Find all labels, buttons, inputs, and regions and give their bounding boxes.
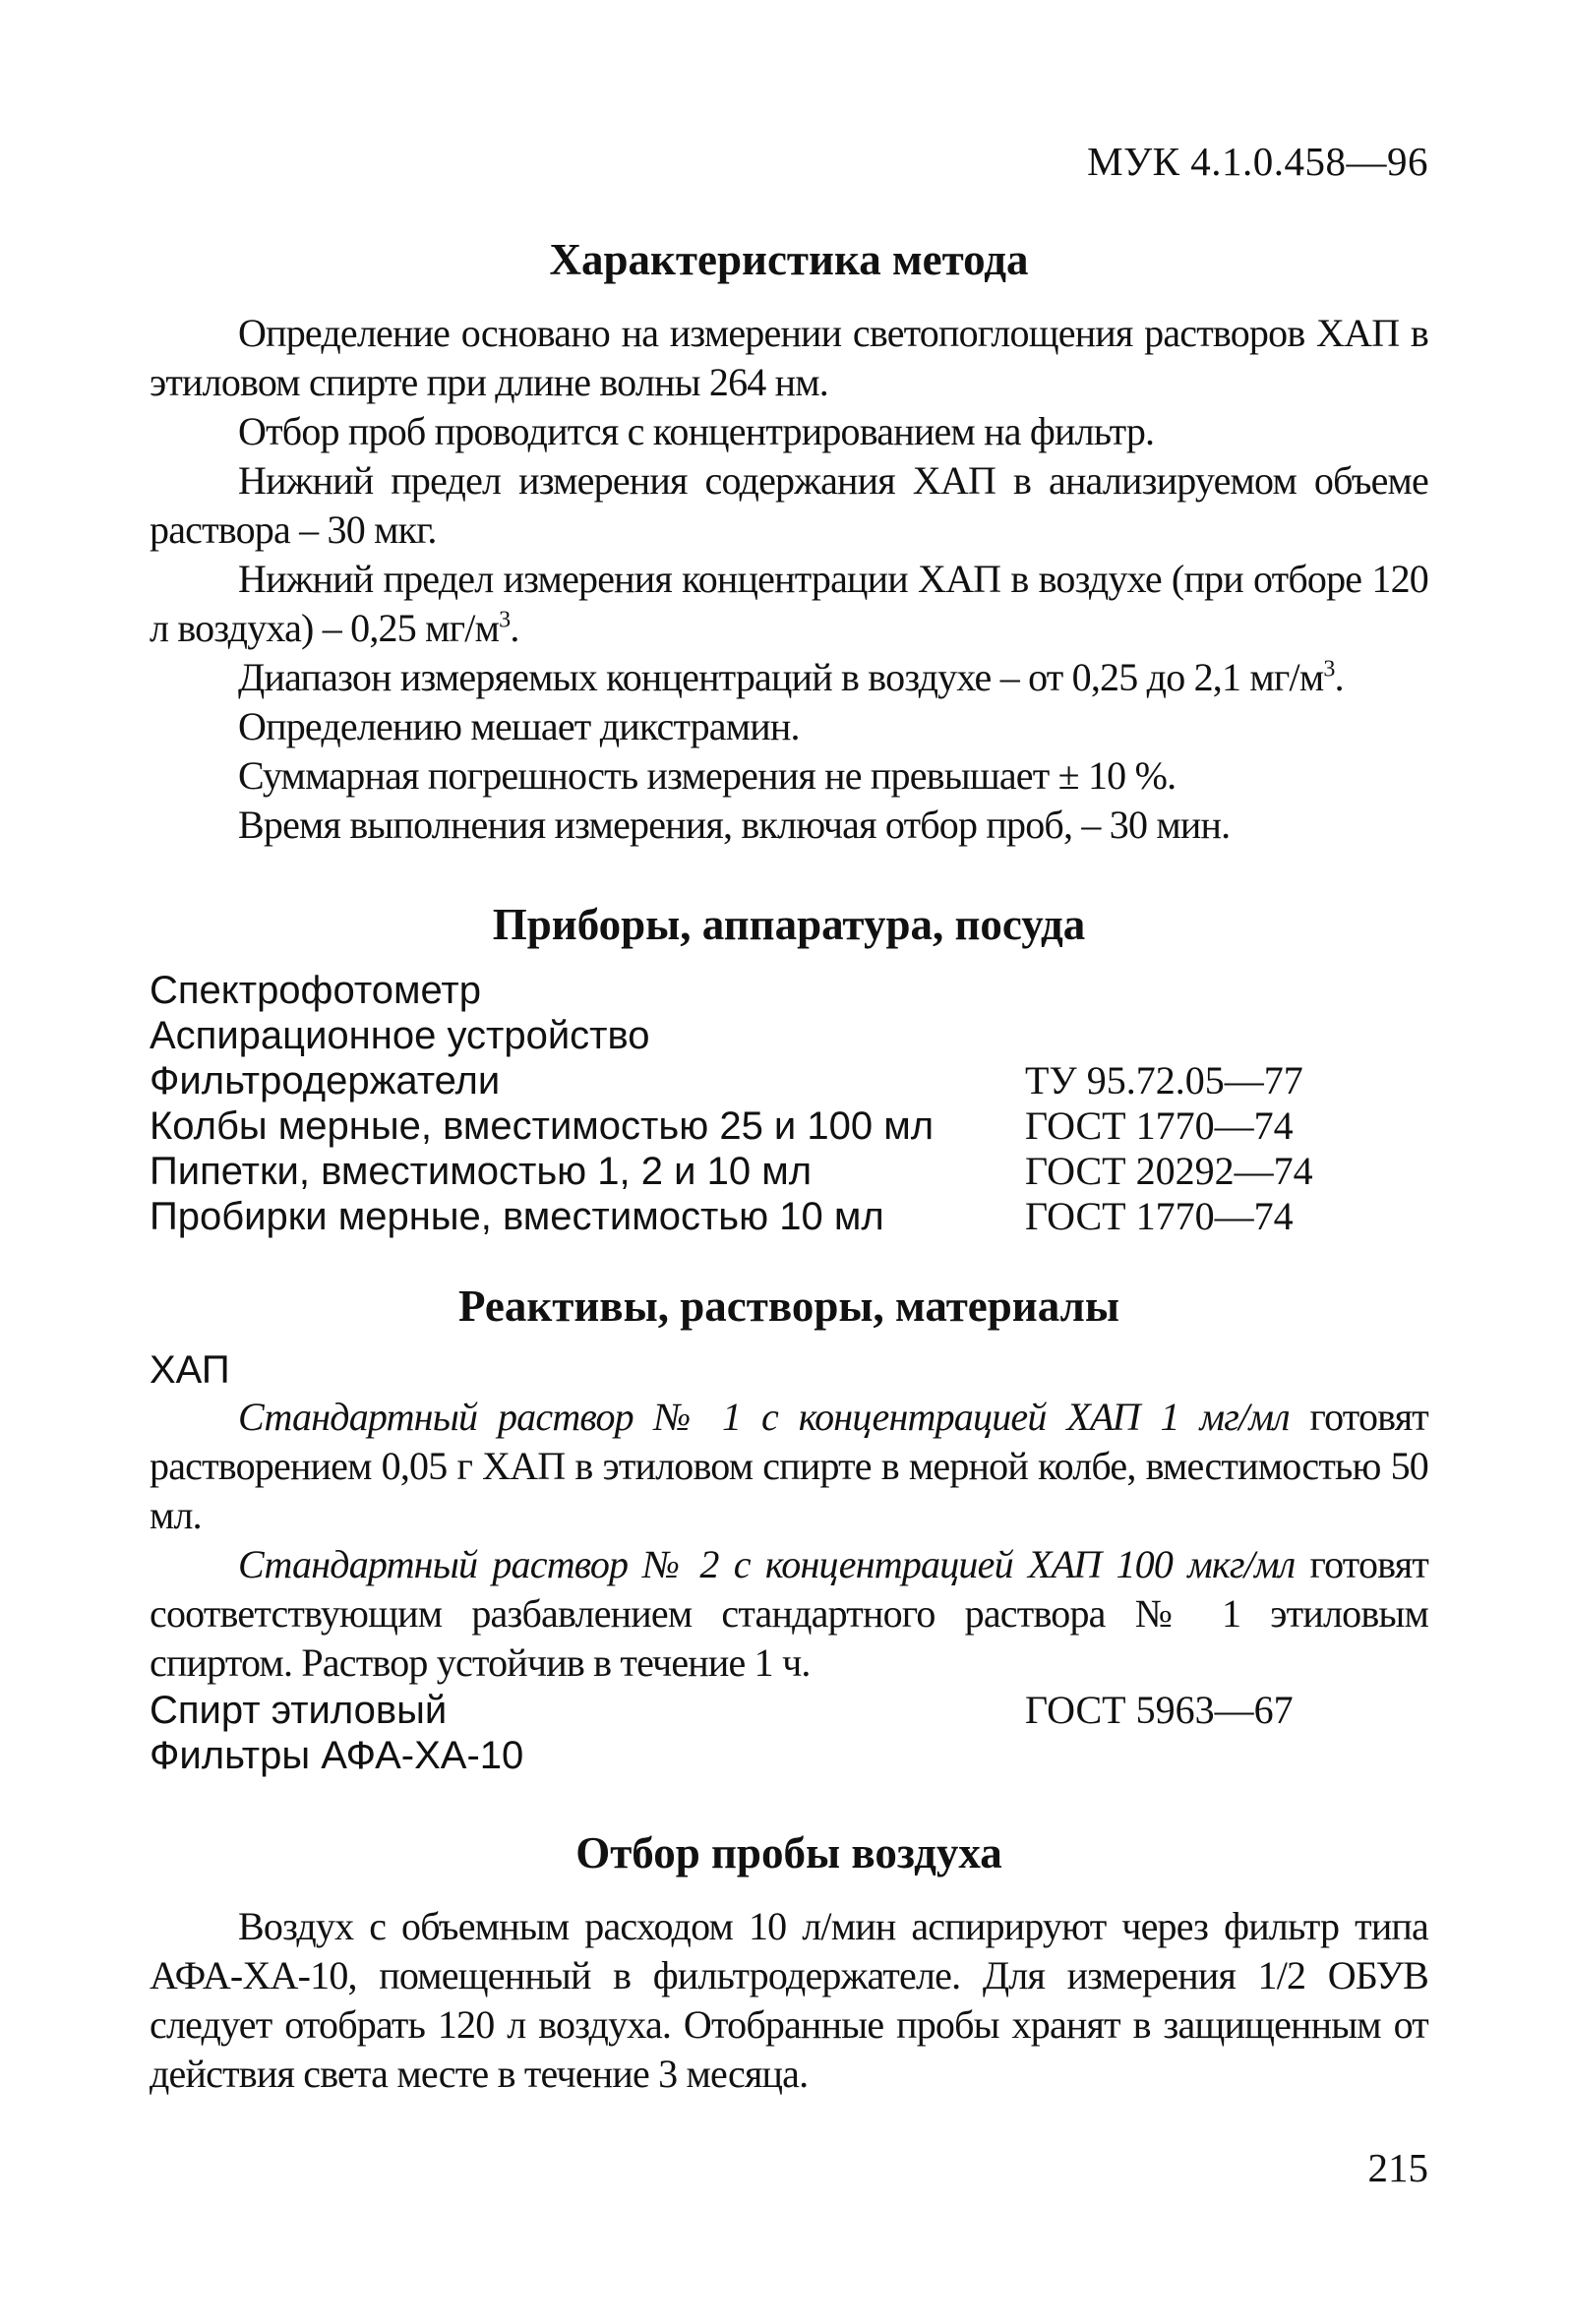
method-paragraph-6: Определению мешает дикстрамин. [238, 704, 800, 748]
section-title-method: Характеристика метода [549, 235, 1029, 284]
equipment-list [150, 968, 1428, 1239]
list-item [150, 1194, 1428, 1239]
item-name: Спектрофотометр [150, 969, 481, 1012]
item-name: Пипетки, вместимостью 1, 2 и 10 мл [150, 1150, 813, 1193]
list-item [150, 1103, 1428, 1149]
item-standard: ГОСТ 1770—74 [1025, 1103, 1294, 1148]
list-item [150, 1058, 1428, 1103]
standard-solution-1-name: Стандартный раствор № 1 с концентрацией ХАП 1 мг/мл [238, 1395, 1290, 1439]
method-paragraph-7: Суммарная погрешность измерения не превышает ± 10 %. [238, 753, 1177, 798]
item-standard: ГОСТ 20292—74 [1025, 1149, 1313, 1193]
header-code: МУК 4.1.0.458—96 [1087, 139, 1428, 184]
section-title-reagents: Реактивы, растворы, материалы [457, 1281, 1119, 1331]
method-paragraph-5 [150, 653, 1428, 702]
document-body [150, 128, 1428, 2099]
item-standard: ГОСТ 1770—74 [1025, 1194, 1294, 1238]
standard-solution-2-text: готовят соответствующим разбавлением стандартного раствора № 1 этиловым спиртом. Раствор устойчив в течение 1 ч. [150, 1542, 1428, 1685]
method-paragraph-5-text: Диапазон измеряемых концентраций в воздухе – от 0,25 до 2,1 мг/м [238, 655, 1324, 699]
filters-item: Фильтры АФА-ХА-10 [150, 1734, 524, 1777]
page-number: 215 [1367, 2145, 1428, 2190]
method-paragraph-8: Время выполнения измерения, включая отбор проб, – 30 мин. [238, 803, 1231, 847]
section-title-equipment: Приборы, аппаратура, посуда [492, 900, 1086, 949]
standard-solution-1-text: готовят растворением 0,05 г ХАП в этиловом спирте в мерной колбе, вместимостью 50 мл. [150, 1395, 1428, 1537]
list-item [150, 968, 1428, 1013]
item-name: Пробирки мерные, вместимостью 10 мл [150, 1195, 884, 1238]
list-item [150, 1688, 1428, 1733]
item-standard: ГОСТ 5963—67 [1025, 1688, 1294, 1732]
item-name: Фильтродержатели [150, 1059, 501, 1102]
method-paragraph-3: Нижний предел измерения содержания ХАП в анализируемом объеме раствора – 30 мкг. [150, 458, 1428, 552]
list-item [150, 1013, 1428, 1058]
superscript: 3 [499, 607, 511, 633]
method-paragraph-4-text: Нижний предел измерения концентрации ХАП в воздухе (при отборе 120 л воздуха) – 0,25 мг/м [150, 557, 1428, 650]
item-standard [1025, 968, 1428, 1013]
period: . [510, 606, 519, 650]
method-paragraph-4 [150, 555, 1428, 653]
method-paragraph-2: Отбор проб проводится с концентрированием на фильтр. [238, 409, 1155, 453]
item-name: Колбы мерные, вместимостью 25 и 100 мл [150, 1104, 935, 1148]
item-name: Аспирационное устройство [150, 1014, 650, 1057]
item-standard [1025, 1013, 1428, 1058]
section-title-sampling: Отбор пробы воздуха [575, 1828, 1002, 1877]
period: . [1334, 655, 1344, 699]
reagent-xap: ХАП [150, 1348, 230, 1392]
method-paragraph-1: Определение основано на измерении светопоглощения растворов ХАП в этиловом спирте при длине волны 264 нм. [150, 311, 1428, 404]
standard-solution-2-name: Стандартный раствор № 2 с концентрацией ХАП 100 мкг/мл [238, 1542, 1296, 1586]
superscript: 3 [1323, 656, 1335, 683]
standard-solution-2 [150, 1540, 1428, 1688]
list-item [150, 1149, 1428, 1194]
sampling-paragraph: Воздух с объемным расходом 10 л/мин аспирируют через фильтр типа АФА-ХА-10, помещенный в фильтродержателе. Для измерения 1/2 ОБУВ следует отобрать 120 л воздуха. Отобранные пробы хранят в защищенным от действия света месте в течение 3 месяца. [150, 1904, 1428, 2096]
item-name: Спирт этиловый [150, 1689, 448, 1732]
item-standard: ТУ 95.72.05—77 [1025, 1058, 1303, 1102]
standard-solution-1 [150, 1393, 1428, 1540]
